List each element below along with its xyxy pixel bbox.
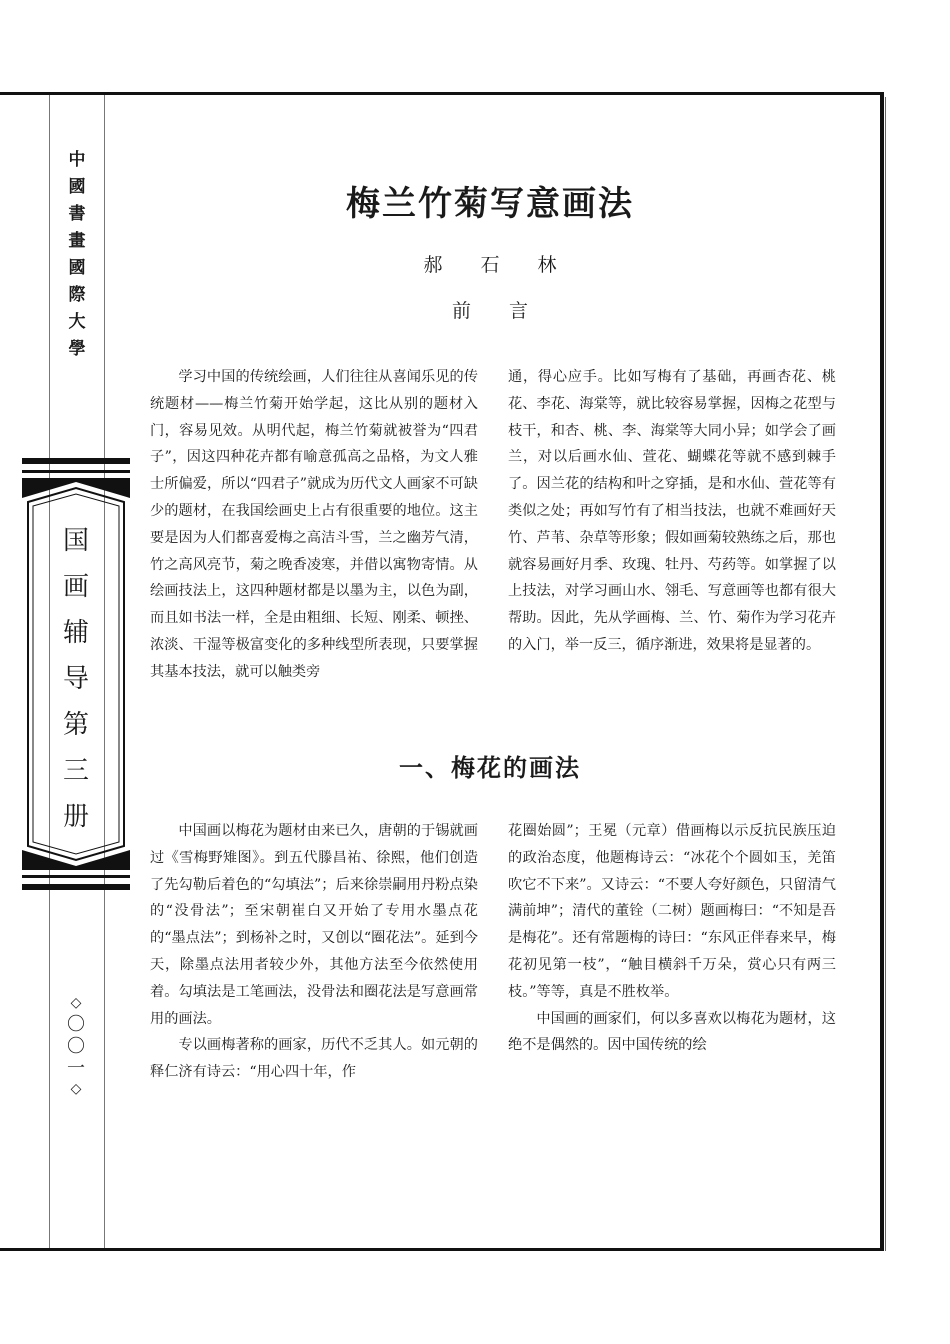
article-title: 梅兰竹菊写意画法 [346,184,634,224]
paragraph-text: 中国画以梅花为题材由来已久，唐朝的于锡就画过《雪梅野雉图》。到五代滕昌祐、徐熙，他们创造了先勾勒后着色的“勾填法”；后来徐崇嗣用丹粉点染的“没骨法”；至宋朝崔白又开始了专用水墨点花的“墨点法”；到杨补之时，又创以“圈花法”。延到今天，除墨点法用者较少外，其他方法至今依然使用着。勾填法是工笔画法，没骨法和圈花法是写意画常用的画法。 [150,823,478,1027]
vertical-char: 大 [68,312,86,332]
vertical-char: 三 [62,756,89,786]
frame-top-rule [0,92,884,95]
preface-heading: 前言 [451,300,566,322]
vertical-char: 国 [62,526,89,556]
intro-paragraph-right [508,364,836,659]
vertical-char: 导 [62,664,89,694]
vertical-char: 画 [62,572,89,602]
vertical-char: 國 [68,258,86,278]
frame-right-shadow [885,97,886,1251]
vertical-char: 國 [68,177,86,197]
series-label [36,528,116,850]
vertical-char: 一 [67,1058,85,1079]
diamond-ornament-top: ◇ [70,995,82,1011]
vertical-char: 學 [68,339,86,359]
plum-paragraph-left [150,818,478,1086]
article-author: 郝石林 [423,254,595,276]
vertical-char: 〇 [67,1036,85,1057]
page-number [64,996,88,1102]
frame-right-rule [880,92,884,1251]
vertical-char: 畫 [68,231,86,251]
paragraph-text: 通，得心应手。比如写梅有了基础，再画杏花、桃花、李花、海棠等，就比较容易掌握，因梅之花型与枝干，和杏、桃、李、海棠等大同小异；如学会了画兰，对以后画水仙、萱花、蝴蝶花等就不感到棘手了。因兰花的结构和叶之穿插，是和水仙、萱花等有类似之处；再如写竹有了相当技法，也就不难画好天竹、芦苇、杂草等形象；假如画菊较熟练之后，那也就容易画好月季、玫瑰、牡丹、芍药等。如掌握了以上技法，对学习画山水、翎毛、写意画等也都有很大帮助。因此，先从学画梅、兰、竹、菊作为学习花卉的入门，举一反三，循序渐进，效果将是显著的。 [508,369,836,653]
vertical-char: 册 [62,802,89,832]
vertical-char: 中 [68,150,86,170]
vertical-char: 〇 [67,1014,85,1035]
paragraph-text: 花圈始圆”；王冕（元章）借画梅以示反抗民族压迫的政治态度，他题梅诗云：“冰花个个圆如玉，羌笛吹它不下来”。又诗云：“不要人夸好颜色，只留清气满前坤”；清代的董铨（二树）题画梅曰：“不知是吾是梅花”。还有常题梅的诗曰：“东风正伴春来早，梅花初见第一枝”，“触目横斜千万朵，赏心只有两三枝。”等等，真是不胜枚举。 [508,823,836,1000]
page-number-digits [67,1016,85,1082]
paragraph-text: 中国画的画家们，何以多喜欢以梅花为题材，这绝不是偶然的。因中国传统的绘 [508,1010,836,1054]
diamond-ornament-bottom: ◇ [70,1081,82,1097]
school-name [63,152,91,368]
vertical-char: 辅 [62,618,89,648]
vertical-char: 書 [68,204,86,224]
section-heading: 一、梅花的画法 [399,753,581,782]
intro-paragraph-left [150,364,478,686]
vertical-char: 第 [62,710,89,740]
paragraph-text: 专以画梅著称的画家，历代不乏其人。如元朝的释仁济有诗云：“用心四十年，作 [150,1037,478,1081]
frame-bottom-rule [0,1248,884,1251]
plum-paragraph-right [508,818,836,1059]
vertical-char: 際 [68,285,86,305]
paragraph-text: 学习中国的传统绘画，人们往往从喜闻乐见的传统题材——梅兰竹菊开始学起，这比从别的题材入门，容易见效。从明代起，梅兰竹菊就被誉为“四君子”，因这四种花卉都有喻意孤高之品格，为文人雅士所偏爱，所以“四君子”就成为历代文人画家不可缺少的题材，在我国绘画史上占有很重要的地位。这主要是因为人们都喜爱梅之高洁斗雪，兰之幽芳气清，竹之高风亮节，菊之晚香凌寒，并借以寓物寄情。从绘画技法上，这四种题材都是以墨为主，以色为副，而且如书法一样，全是由粗细、长短、刚柔、顿挫、浓淡、干湿等极富变化的多种线型所表现，只要掌握其基本技法，就可以触类旁 [150,369,478,680]
